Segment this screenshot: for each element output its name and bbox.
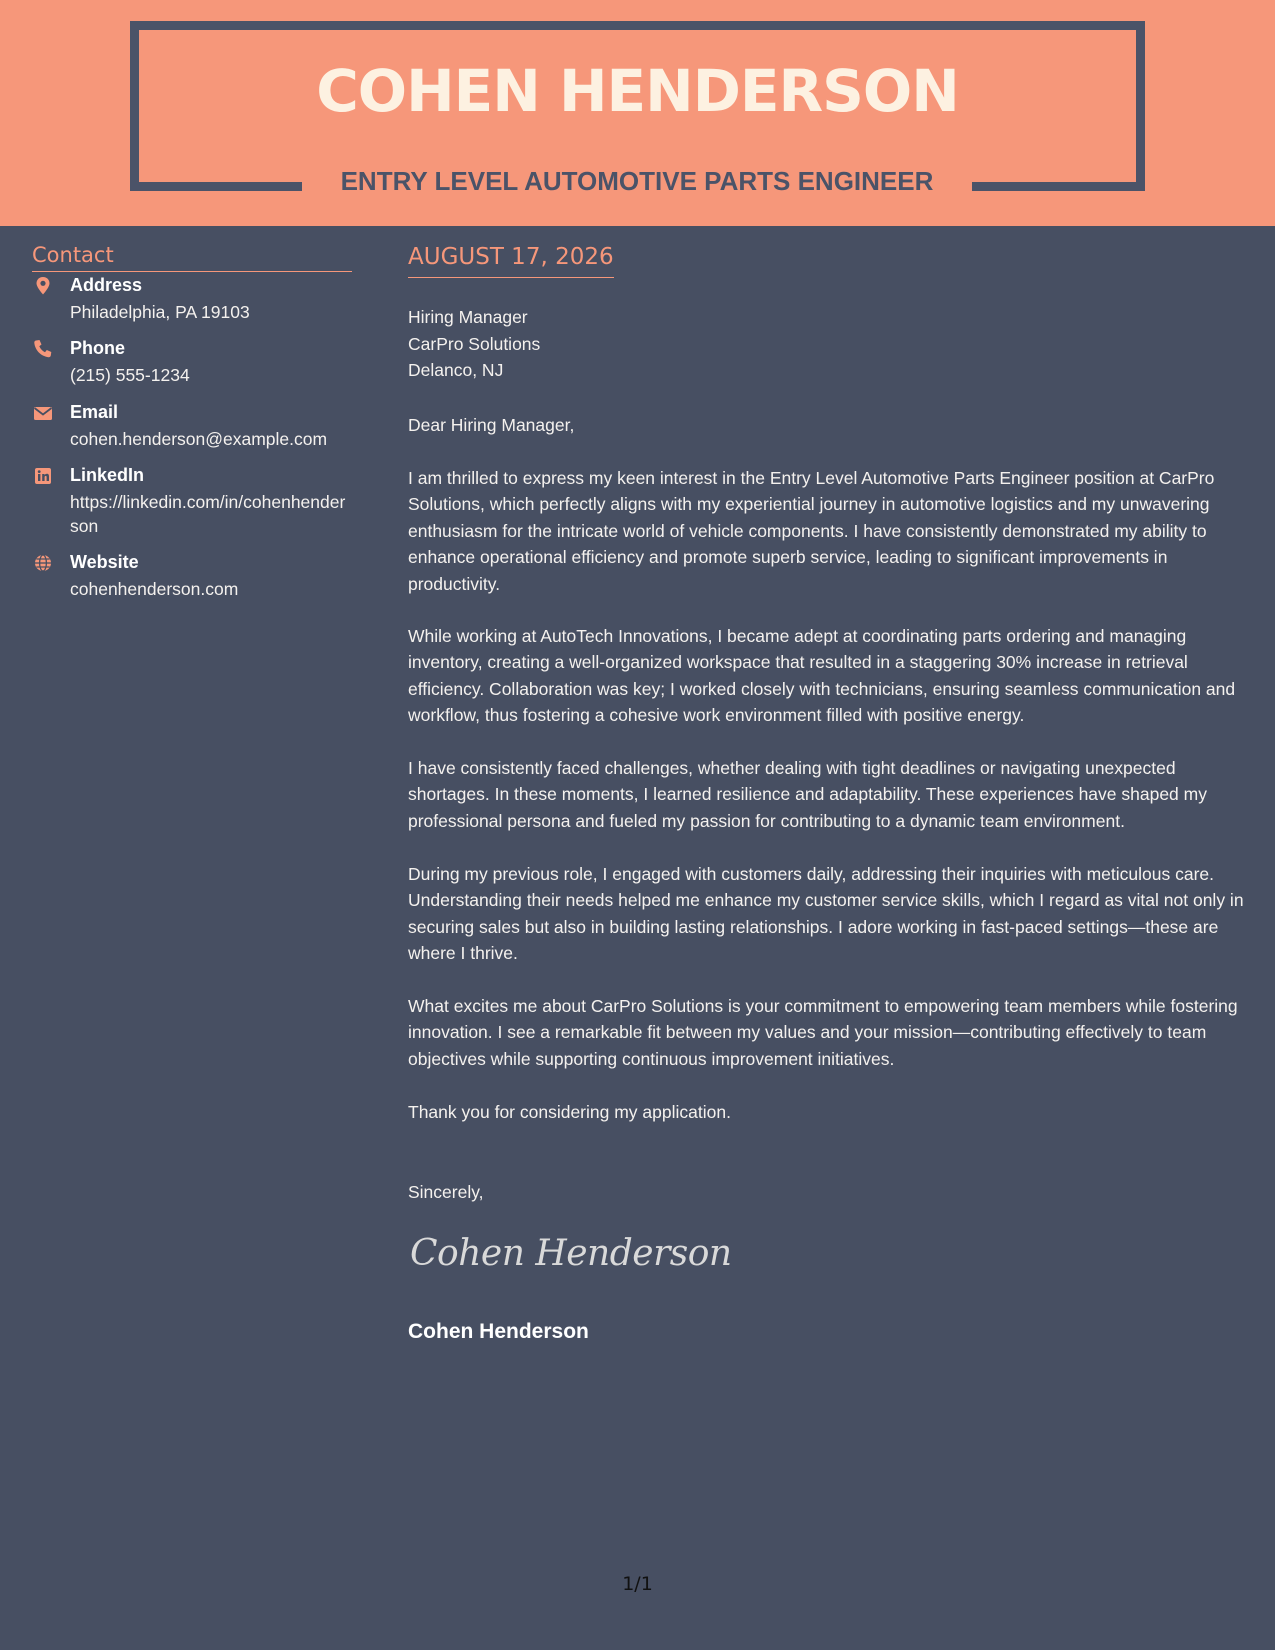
contact-label-phone: Phone bbox=[70, 338, 126, 358]
contact-value-email: cohen.henderson@example.com bbox=[70, 429, 328, 449]
letter-paragraph: During my previous role, I engaged with customers daily, addressing their inquiries with meticulous care. Understanding their needs helped me enhance my customer service skills, which I regard as vital not only in securing sales but also in building lasting relationships. I adore working in fast-paced settings—these are where I thrive. bbox=[408, 864, 1244, 964]
recipient-company: CarPro Solutions bbox=[408, 333, 541, 354]
letter-closing: Sincerely, bbox=[408, 1182, 484, 1202]
map-pin-icon bbox=[32, 276, 54, 296]
signed-name: Cohen Henderson bbox=[408, 1320, 589, 1343]
linkedin-icon bbox=[32, 466, 54, 486]
letter-greeting: Dear Hiring Manager, bbox=[408, 415, 575, 435]
contact-label-email: Email bbox=[70, 402, 119, 422]
letter-date: AUGUST 17, 2026 bbox=[408, 244, 614, 278]
applicant-name: COHEN HENDERSON bbox=[316, 57, 959, 125]
letter-paragraph: Thank you for considering my application. bbox=[408, 1102, 731, 1122]
contact-value-linkedin[interactable]: https://linkedin.com/in/cohenhenderson bbox=[70, 492, 346, 536]
contact-sidebar bbox=[32, 243, 352, 599]
letter-paragraph: I have consistently faced challenges, whether dealing with tight deadlines or navigating unexpected shortages. In these moments, I learned resilience and adaptability. These experiences have shaped my professional persona and fueled my passion for contributing to a dynamic team environment. bbox=[408, 758, 1207, 831]
letter-paragraph: What excites me about CarPro Solutions is your commitment to empowering team members while fostering innovation. I see a remarkable fit between my values and your mission—contributing effectively to team objectives while supporting continuous improvement initiatives. bbox=[408, 996, 1238, 1069]
job-title: ENTRY LEVEL AUTOMOTIVE PARTS ENGINEER bbox=[340, 166, 934, 196]
globe-icon bbox=[32, 553, 54, 573]
contact-value-address: Philadelphia, PA 19103 bbox=[70, 302, 250, 322]
contact-value-website[interactable]: cohenhenderson.com bbox=[70, 579, 239, 599]
recipient-block bbox=[408, 304, 540, 384]
handwritten-signature: Cohen Henderson bbox=[410, 1233, 732, 1274]
letter-paragraph: I am thrilled to express my keen interest in the Entry Level Automotive Parts Engineer position at CarPro Solutions, which perfectly aligns with my experiential journey in automotive logistics and my unwavering enthusiasm for the intricate world of vehicle components. I have consistently demonstrated my ability to enhance operational efficiency and promote superb service, leading to significant improvements in productivity. bbox=[408, 468, 1215, 594]
recipient-name: Hiring Manager bbox=[408, 307, 528, 327]
page-number: 1/1 bbox=[622, 1573, 653, 1595]
contact-label-linkedin: LinkedIn bbox=[70, 465, 145, 485]
contact-label-website: Website bbox=[70, 552, 139, 572]
phone-icon bbox=[32, 339, 54, 359]
contact-value-phone: (215) 555-1234 bbox=[70, 365, 190, 385]
contact-label-address: Address bbox=[70, 275, 143, 295]
letter-body bbox=[408, 244, 1253, 1343]
recipient-location: Delanco, NJ bbox=[408, 360, 504, 380]
letter-paragraph: While working at AutoTech Innovations, I became adept at coordinating parts ordering and managing inventory, creating a well-organized workspace that resulted in a staggering 30% increase in retrieval efficiency. Collaboration was key; I worked closely with technicians, ensuring seamless communication and workflow, thus fostering a cohesive work environment filled with positive energy. bbox=[408, 626, 1236, 726]
envelope-icon bbox=[32, 403, 54, 423]
header-banner bbox=[0, 0, 1275, 226]
contact-section-title: Contact bbox=[32, 243, 352, 272]
